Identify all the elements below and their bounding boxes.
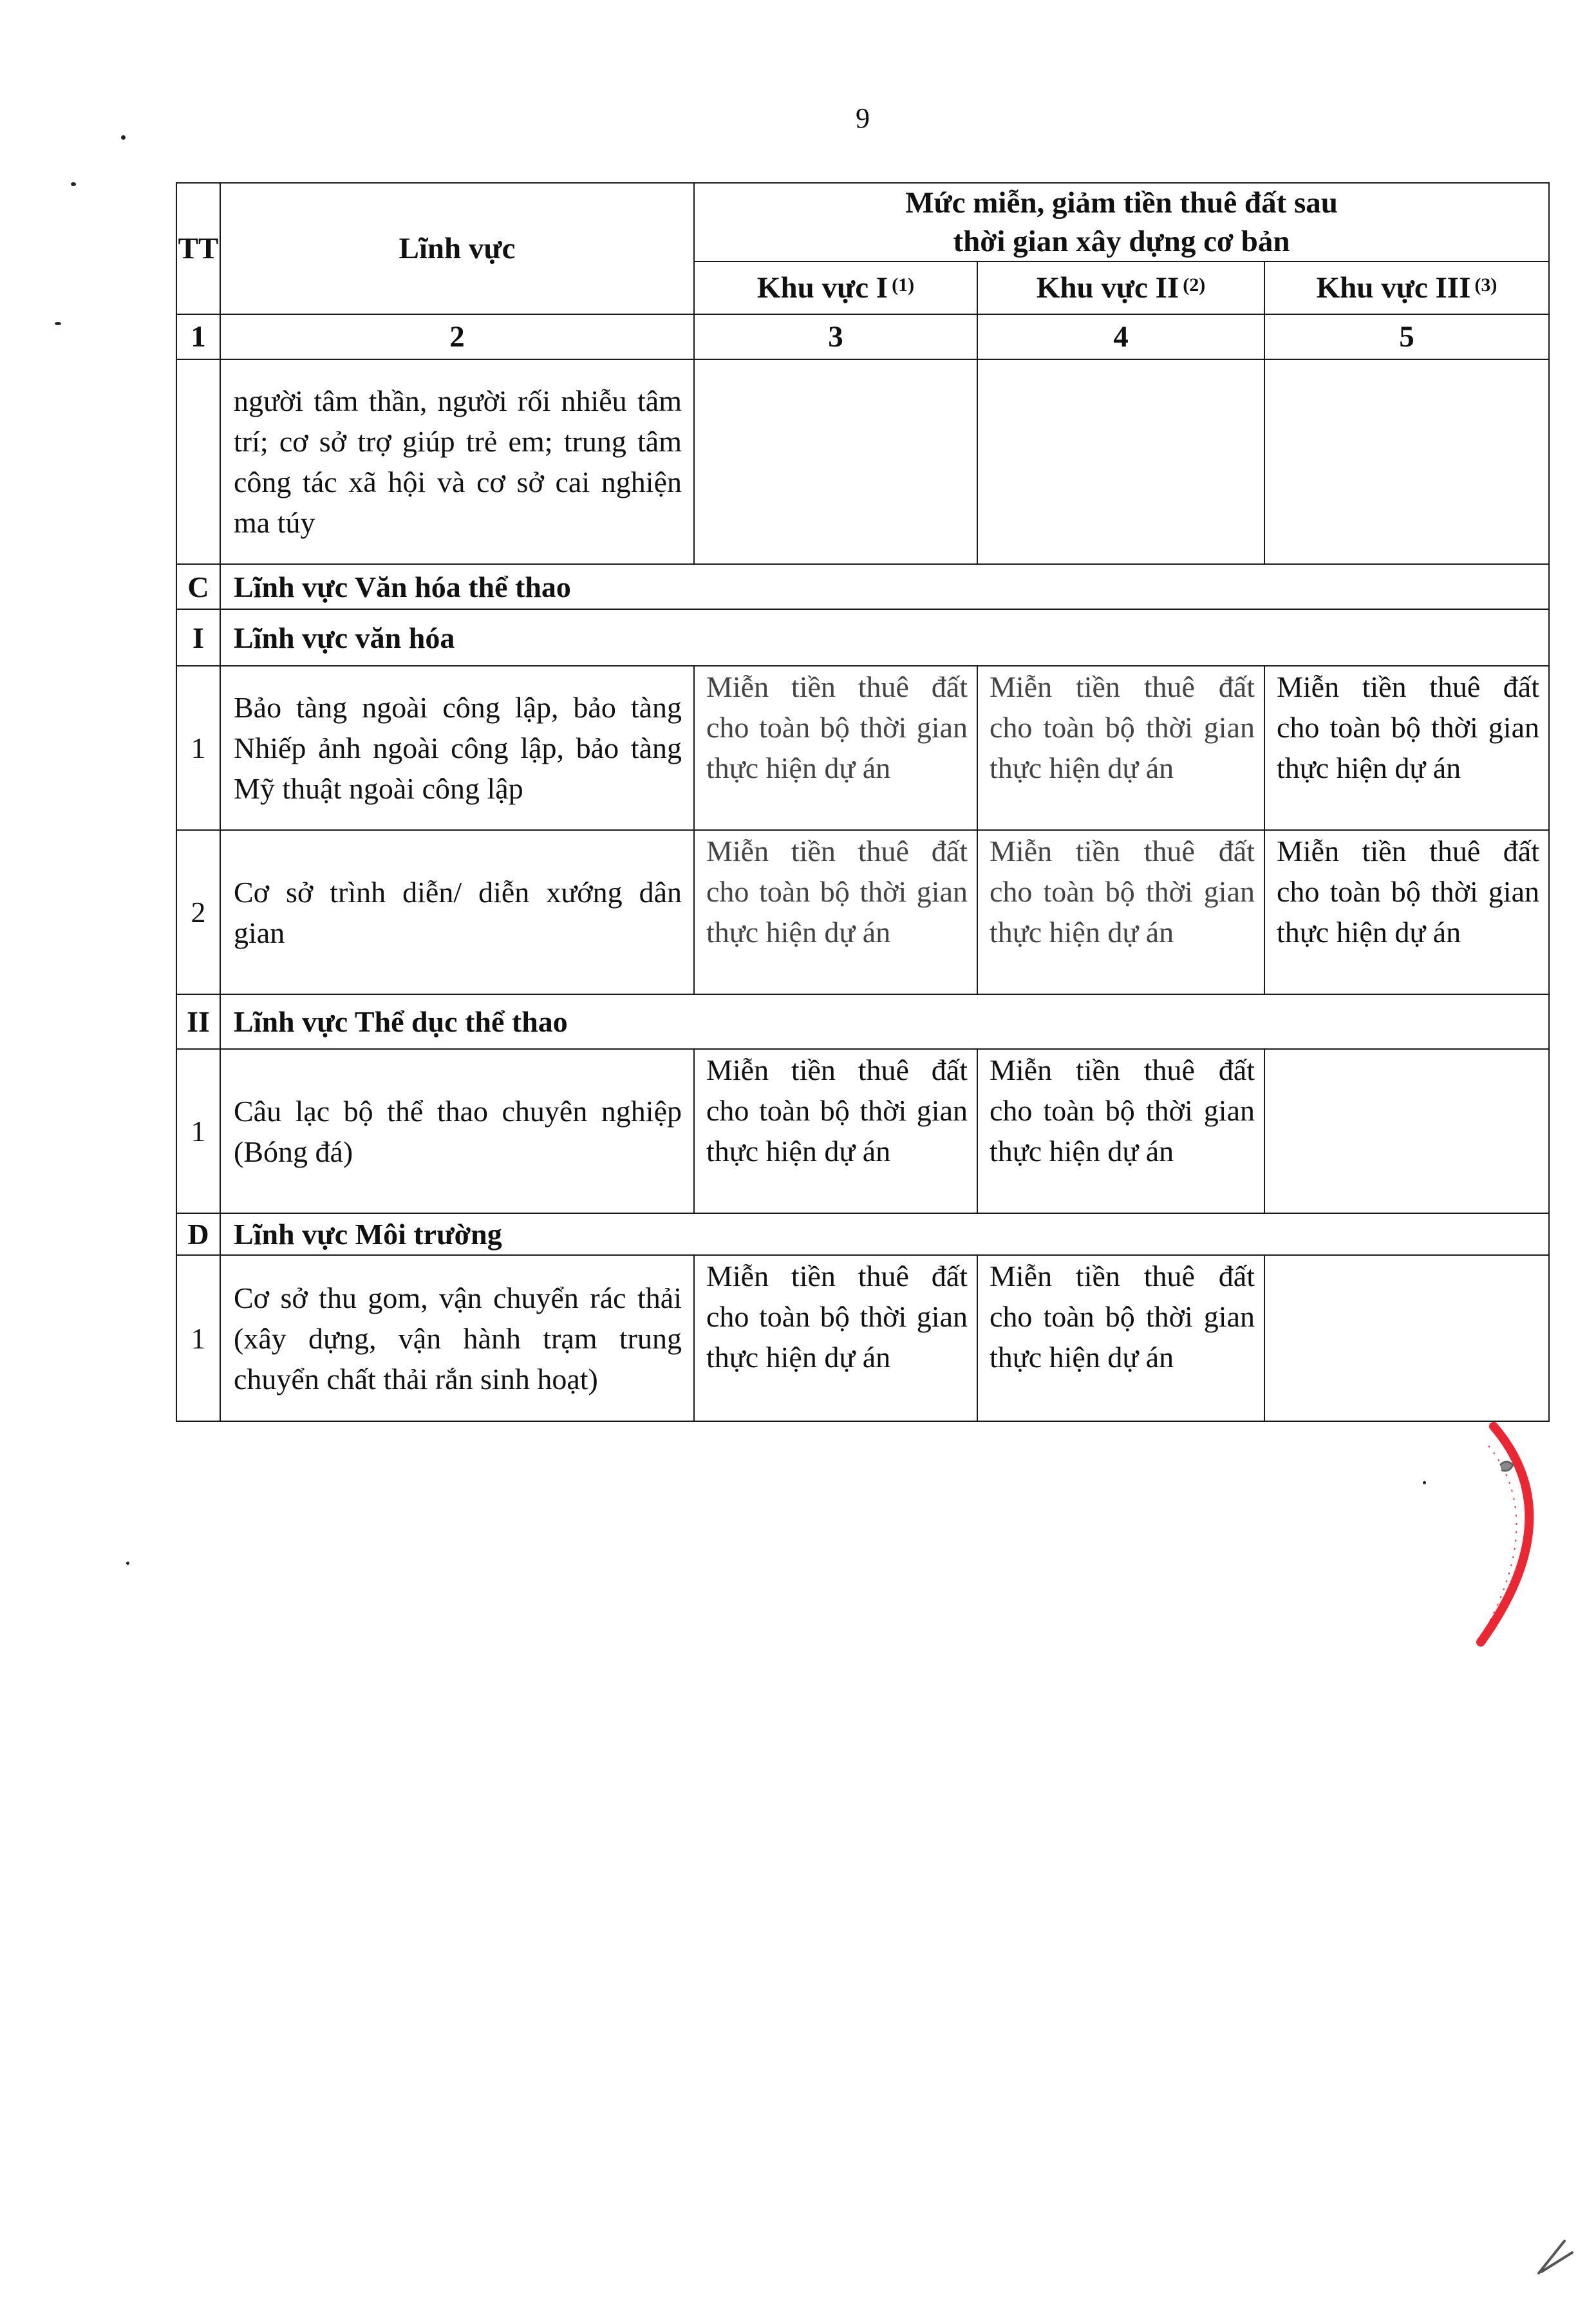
table-row xyxy=(176,666,1549,830)
scan-speck xyxy=(71,182,76,186)
zone-2-label: Khu vực II xyxy=(1036,271,1179,305)
zone-1-label: Khu vực I xyxy=(756,271,888,305)
header-group-title xyxy=(694,183,1549,261)
row-tt: 1 xyxy=(176,666,220,830)
header-group-title-line1: Mức miễn, giảm tiền thuê đất sau xyxy=(905,186,1338,220)
scan-speck xyxy=(121,135,126,140)
row-zone-1-value: Miễn tiền thuê đất cho toàn bộ thời gian thực hiện dự án xyxy=(694,1049,977,1213)
zone-3-label: Khu vực III xyxy=(1316,271,1471,305)
column-number: 1 xyxy=(176,314,220,359)
table-row xyxy=(176,830,1549,994)
row-field-text: Bảo tàng ngoài công lập, bảo tàng Nhiếp ảnh ngoài công lập, bảo tàng Mỹ thuật ngoài công lập xyxy=(220,666,694,830)
column-number: 3 xyxy=(694,314,977,359)
column-number: 4 xyxy=(977,314,1264,359)
row-zone-2-empty xyxy=(977,359,1264,564)
row-tt: 1 xyxy=(176,1049,220,1213)
section-title: Lĩnh vực văn hóa xyxy=(220,609,1549,666)
table-row xyxy=(176,1049,1549,1213)
header-zone-1 xyxy=(694,261,977,314)
section-row-d xyxy=(176,1213,1549,1255)
land-rent-exemption-table xyxy=(176,182,1550,1422)
row-field-text: người tâm thần, người rối nhiễu tâm trí; cơ sở trợ giúp trẻ em; trung tâm công tác xã hội và cơ sở cai nghiện ma túy xyxy=(220,359,694,564)
section-row-c xyxy=(176,564,1549,609)
header-zone-2 xyxy=(977,261,1264,314)
row-zone-1-value: Miễn tiền thuê đất cho toàn bộ thời gian thực hiện dự án xyxy=(694,666,977,830)
column-number: 5 xyxy=(1264,314,1549,359)
row-zone-2-value: Miễn tiền thuê đất cho toàn bộ thời gian thực hiện dự án xyxy=(977,1049,1264,1213)
section-title: Lĩnh vực Thể dục thể thao xyxy=(220,994,1549,1049)
page-number: 9 xyxy=(856,102,870,134)
row-zone-3-value: Miễn tiền thuê đất cho toàn bộ thời gian thực hiện dự án xyxy=(1264,666,1549,830)
scan-speck xyxy=(126,1562,129,1565)
row-tt: 2 xyxy=(176,830,220,994)
section-tt: D xyxy=(176,1213,220,1255)
header-row xyxy=(176,183,1549,261)
scan-speck xyxy=(1423,1481,1426,1484)
row-zone-1-empty xyxy=(694,359,977,564)
section-tt: II xyxy=(176,994,220,1049)
header-group-title-line2: thời gian xây dựng cơ bản xyxy=(953,225,1290,258)
row-tt: 1 xyxy=(176,1255,220,1421)
zone-2-note: (2) xyxy=(1183,274,1206,296)
section-tt: I xyxy=(176,609,220,666)
row-zone-1-value: Miễn tiền thuê đất cho toàn bộ thời gian thực hiện dự án xyxy=(694,1255,977,1421)
row-zone-3-empty xyxy=(1264,359,1549,564)
row-zone-2-value: Miễn tiền thuê đất cho toàn bộ thời gian thực hiện dự án xyxy=(977,1255,1264,1421)
red-seal-stamp xyxy=(1474,1420,1577,1652)
row-tt xyxy=(176,359,220,564)
row-zone-2-value: Miễn tiền thuê đất cho toàn bộ thời gian thực hiện dự án xyxy=(977,830,1264,994)
table-row xyxy=(176,359,1549,564)
header-zone-3 xyxy=(1264,261,1549,314)
row-zone-2-value: Miễn tiền thuê đất cho toàn bộ thời gian thực hiện dự án xyxy=(977,666,1264,830)
row-field-text: Cơ sở thu gom, vận chuyển rác thải (xây dựng, vận hành trạm trung chuyển chất thải rắn sinh hoạt) xyxy=(220,1255,694,1421)
zone-1-note: (1) xyxy=(892,274,915,296)
section-title: Lĩnh vực Môi trường xyxy=(220,1213,1549,1255)
header-tt: TT xyxy=(176,183,220,314)
zone-3-note: (3) xyxy=(1474,274,1497,296)
row-field-text: Cơ sở trình diễn/ diễn xướng dân gian xyxy=(220,830,694,994)
subsection-row-ii xyxy=(176,994,1549,1049)
table-row xyxy=(176,1255,1549,1421)
row-field-text: Câu lạc bộ thể thao chuyên nghiệp (Bóng đá) xyxy=(220,1049,694,1213)
row-zone-3-value: Miễn tiền thuê đất cho toàn bộ thời gian thực hiện dự án xyxy=(1264,830,1549,994)
section-tt: C xyxy=(176,564,220,609)
subsection-row-i xyxy=(176,609,1549,666)
scan-speck xyxy=(55,322,61,325)
header-linh-vuc: Lĩnh vực xyxy=(220,183,694,314)
pen-tick-mark xyxy=(1532,2235,1577,2280)
row-zone-3-value xyxy=(1264,1049,1549,1213)
row-zone-3-value xyxy=(1264,1255,1549,1421)
column-number-row xyxy=(176,314,1549,359)
column-number: 2 xyxy=(220,314,694,359)
section-title: Lĩnh vực Văn hóa thể thao xyxy=(220,564,1549,609)
row-zone-1-value: Miễn tiền thuê đất cho toàn bộ thời gian thực hiện dự án xyxy=(694,830,977,994)
